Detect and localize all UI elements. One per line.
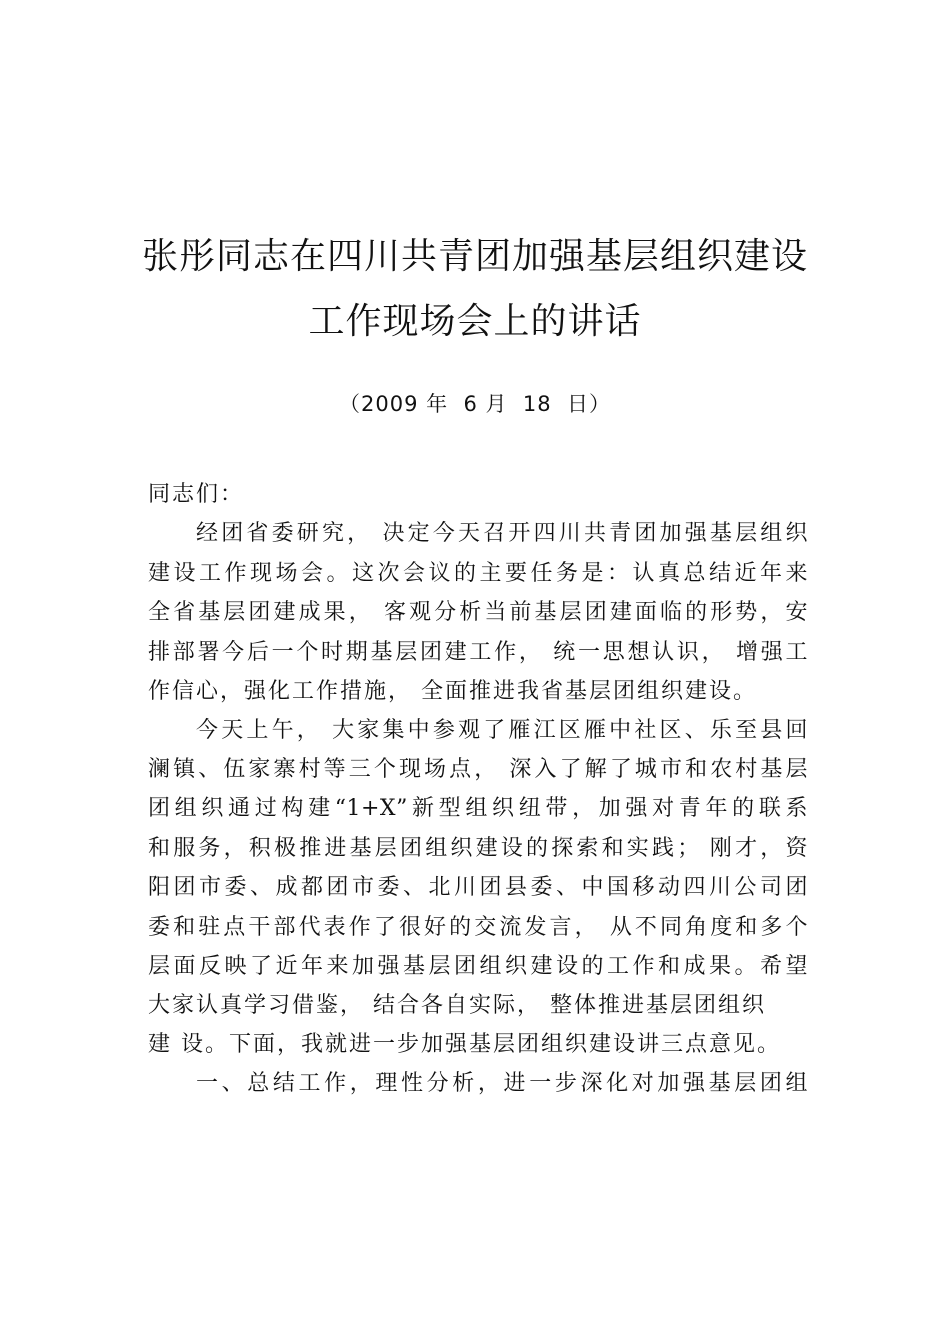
speech-date: （2009 年 6 月 18 日） [339, 392, 611, 416]
paragraph-1-line-1: 经团省委研究， 决定今天召开四川共青团加强基层组织 [196, 521, 808, 546]
salutation: 同志们： [148, 482, 245, 507]
paragraph-2-line-2: 澜镇、伍家寨村等三个现场点， 深入了解了城市和农村基层 [148, 757, 808, 782]
paragraph-2-line-1: 今天上午， 大家集中参观了雁江区雁中社区、乐至县回 [196, 718, 808, 743]
paragraph-1-line-2: 建设工作现场会。这次会议的主要任务是：认真总结近年来 [148, 561, 808, 586]
section-1-heading-line: 一、总结工作，理性分析，进一步深化对加强基层团组 [196, 1071, 808, 1096]
document-title-line-2: 工作现场会上的讲话 [308, 301, 642, 342]
paragraph-1-line-5: 作信心，强化工作措施， 全面推进我省基层团组织建设。 [148, 679, 757, 704]
paragraph-2-line-8: 大家认真学习借鉴， 结合各自实际， 整体推进基层团组织 [148, 993, 766, 1018]
paragraph-2-line-7: 层面反映了近年来加强基层团组织建设的工作和成果。希望 [148, 954, 808, 979]
paragraph-2-line-5: 阳团市委、成都团市委、北川团县委、中国移动四川公司团 [148, 875, 808, 900]
paragraph-1-line-3: 全省基层团建成果， 客观分析当前基层团建面临的形势，安 [148, 600, 808, 625]
paragraph-2-line-6: 委和驻点干部代表作了很好的交流发言， 从不同角度和多个 [148, 915, 808, 940]
paragraph-2-line-3: 团组织通过构建“1+X”新型组织纽带，加强对青年的联系 [148, 796, 808, 821]
paragraph-1-line-4: 排部署今后一个时期基层团建工作， 统一思想认识， 增强工 [148, 640, 808, 665]
paragraph-2-line-4: 和服务，积极推进基层团组织建设的探索和实践； 刚才，资 [148, 836, 808, 861]
paragraph-2-line-9: 建 设。下面，我就进一步加强基层团组织建设讲三点意见。 [148, 1032, 781, 1057]
document-title-line-1: 张彤同志在四川共青团加强基层组织建设 [141, 236, 808, 277]
